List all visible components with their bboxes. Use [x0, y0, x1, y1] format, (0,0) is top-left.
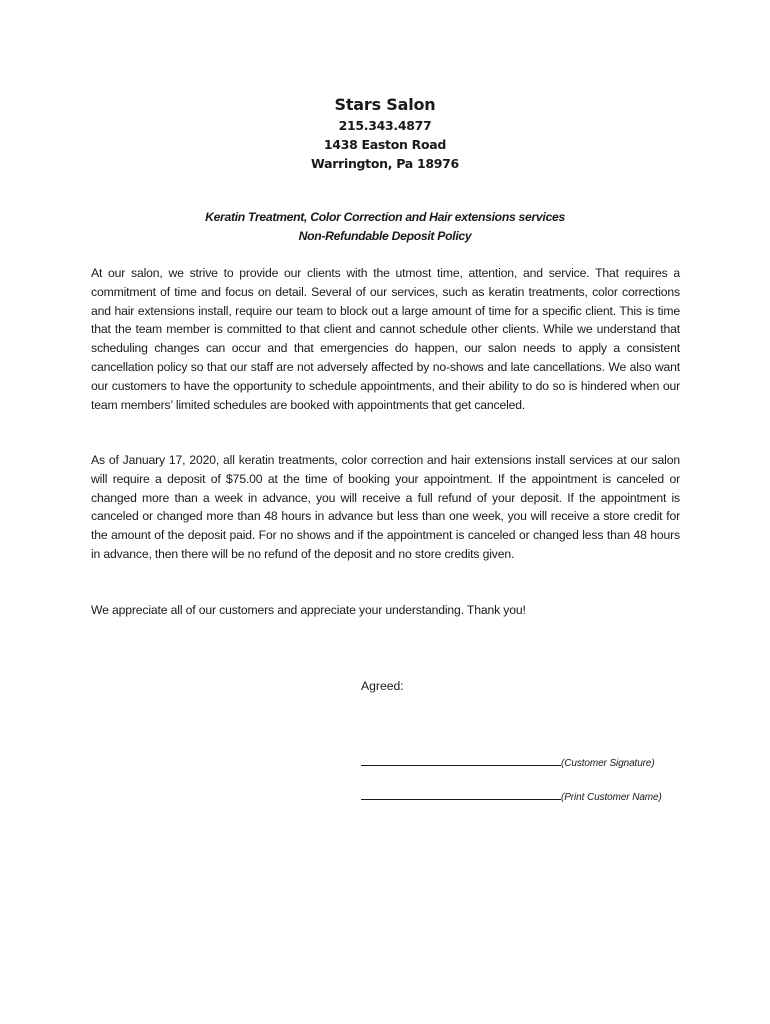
salon-header: [0, 94, 770, 173]
policy-title-line1: Keratin Treatment, Color Correction and Hair extensions services: [205, 210, 565, 224]
customer-signature-row: [361, 753, 655, 772]
salon-phone: 215.343.4877: [338, 118, 432, 133]
policy-title: [0, 208, 770, 246]
salon-name: Stars Salon: [334, 95, 436, 114]
print-name-label: (Print Customer Name): [561, 792, 662, 803]
policy-paragraph-deposit: As of January 17, 2020, all keratin treatments, color correction and hair extensions install services at our salon will require a deposit of $75.00 at the time of booking your appointment. If the appointment is canceled or changed more than a week in advance, you will receive a full refund of your deposit. If the appointment is canceled or changed more than 48 hours in advance but less than one week, you will receive a store credit for the amount of the deposit paid. For no shows and if the appointment is canceled or changed less than 48 hours in advance, then there will be no refund of the deposit and no store credits given.: [91, 453, 680, 561]
customer-signature-label: (Customer Signature): [561, 758, 655, 769]
policy-paragraph-intro: At our salon, we strive to provide our clients with the utmost time, attention, and service. That requires a commitment of time and focus on detail. Several of our services, such as keratin treatments, color corrections and hair extensions install, require our team to block out a large amount of time for a specific client. This is time that the team member is committed to that client and cannot schedule other clients. While we understand that scheduling changes can occur and that emergencies do happen, our salon needs to apply a consistent cancellation policy so that our staff are not adversely affected by no-shows and late cancellations. We also want our customers to have the opportunity to schedule appointments, and their ability to do so is hindered when our team members’ limited schedules are booked with appointments that get canceled.: [91, 266, 680, 412]
salon-city: Warrington, Pa 18976: [311, 156, 459, 171]
print-name-row: [361, 787, 662, 806]
salon-street: 1438 Easton Road: [323, 137, 447, 152]
customer-signature-field[interactable]: [361, 753, 561, 766]
policy-paragraph-thanks: We appreciate all of our customers and appreciate your understanding. Thank you!: [91, 603, 526, 617]
policy-title-line2: Non-Refundable Deposit Policy: [298, 229, 472, 243]
agreed-label: Agreed:: [361, 679, 404, 693]
print-name-field[interactable]: [361, 787, 561, 800]
